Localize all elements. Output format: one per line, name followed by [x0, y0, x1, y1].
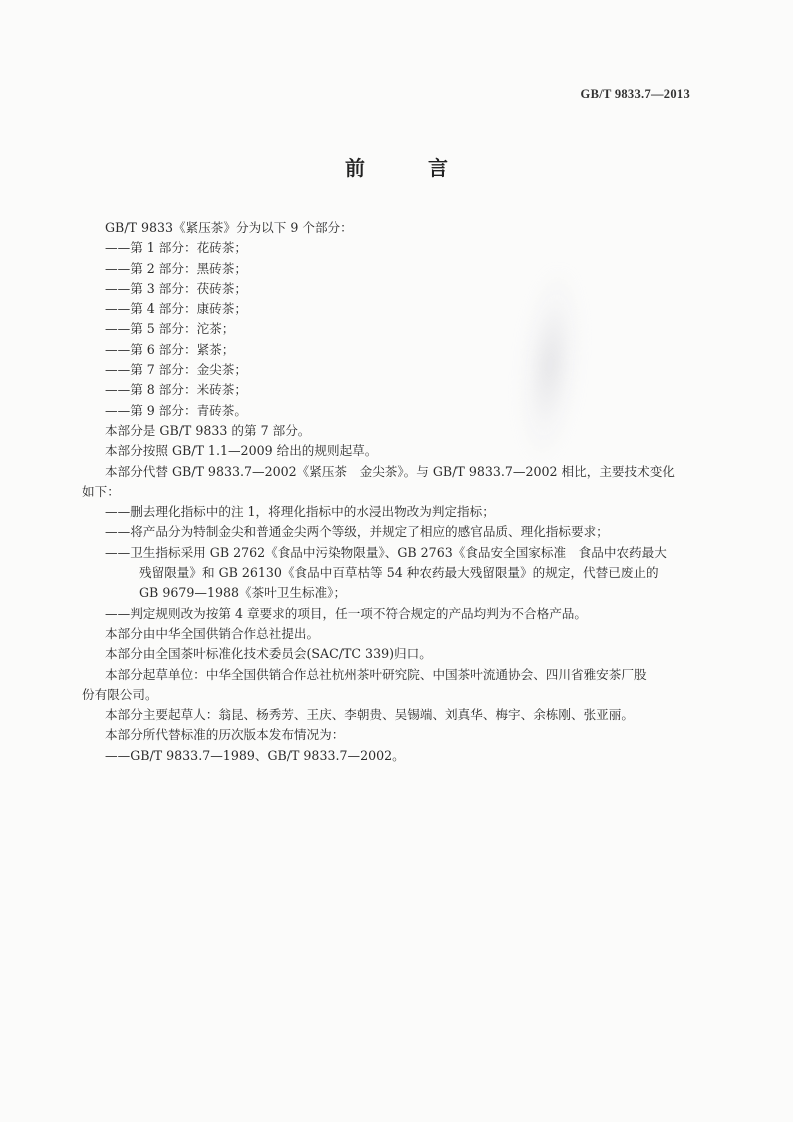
history-intro: 本部分所代替标准的历次版本发布情况为： — [105, 727, 345, 743]
history-item: ——GB/T 9833.7—1989、GB/T 9833.7—2002。 — [105, 747, 405, 763]
main-drafters: 本部分主要起草人：翁昆、杨秀芳、王庆、李朝贵、吴锡端、刘真华、梅宇、余栋刚、张亚丽。 — [105, 707, 634, 723]
drafting-rules: 本部分按照 GB/T 1.1—2009 给出的规则起草。 — [105, 443, 378, 459]
change-item-3-cont-2: GB 9679—1988《茶叶卫生标准》； — [139, 585, 347, 601]
standard-code: GB/T 9833.7—2013 — [580, 87, 690, 101]
part-item-1: ——第 1 部分：花砖茶； — [105, 240, 247, 256]
part-item-3: ——第 3 部分：茯砖茶； — [105, 280, 247, 296]
part-item-9: ——第 9 部分：青砖茶。 — [105, 402, 247, 418]
intro-paragraph: GB/T 9833《紧压茶》分为以下 9 个部分： — [105, 220, 353, 235]
drafting-units: 本部分起草单位：中华全国供销合作总社杭州茶叶研究院、中国茶叶流通协会、四川省雅安茶厂股 — [105, 666, 647, 682]
replacement-statement: 本部分代替 GB/T 9833.7—2002《紧压茶 金尖茶》。与 GB/T 9833.7—2002 相比，主要技术变化 — [105, 463, 675, 479]
change-item-1: ——删去理化指标中的注 1，将理化指标中的水浸出物改为判定指标； — [105, 504, 495, 520]
part-item-5: ——第 5 部分：沱茶； — [105, 321, 235, 337]
part-item-7: ——第 7 部分：金尖茶； — [105, 362, 247, 378]
part-item-6: ——第 6 部分：紧茶； — [105, 341, 235, 357]
foreword-body — [82, 218, 693, 766]
centralized-by: 本部分由全国茶叶标准化技术委员会(SAC/TC 339)归口。 — [105, 646, 432, 662]
drafting-units-cont: 份有限公司。 — [82, 686, 158, 702]
proposed-by: 本部分由中华全国供销合作总社提出。 — [105, 625, 320, 641]
page-title: 前 言 — [345, 156, 476, 180]
part7-statement: 本部分是 GB/T 9833 的第 7 部分。 — [105, 422, 311, 438]
replacement-statement-cont: 如下： — [82, 483, 120, 499]
part-item-8: ——第 8 部分：米砖茶； — [105, 382, 247, 398]
change-item-3: ——卫生指标采用 GB 2762《食品中污染物限量》、GB 2763《食品安全国家标准 食品中农药最大 — [105, 544, 667, 560]
change-item-3-cont-1: 残留限量》和 GB 26130《食品中百草枯等 54 种农药最大残留限量》的规定，代替已废止的 — [139, 565, 659, 581]
change-item-2: ——将产品分为特制金尖和普通金尖两个等级，并规定了相应的感官品质、理化指标要求； — [105, 524, 609, 540]
change-item-4: ——判定规则改为按第 4 章要求的项目，任一项不符合规定的产品均判为不合格产品。 — [105, 605, 587, 621]
part-item-2: ——第 2 部分：黑砖茶； — [105, 260, 247, 276]
part-item-4: ——第 4 部分：康砖茶； — [105, 301, 247, 317]
